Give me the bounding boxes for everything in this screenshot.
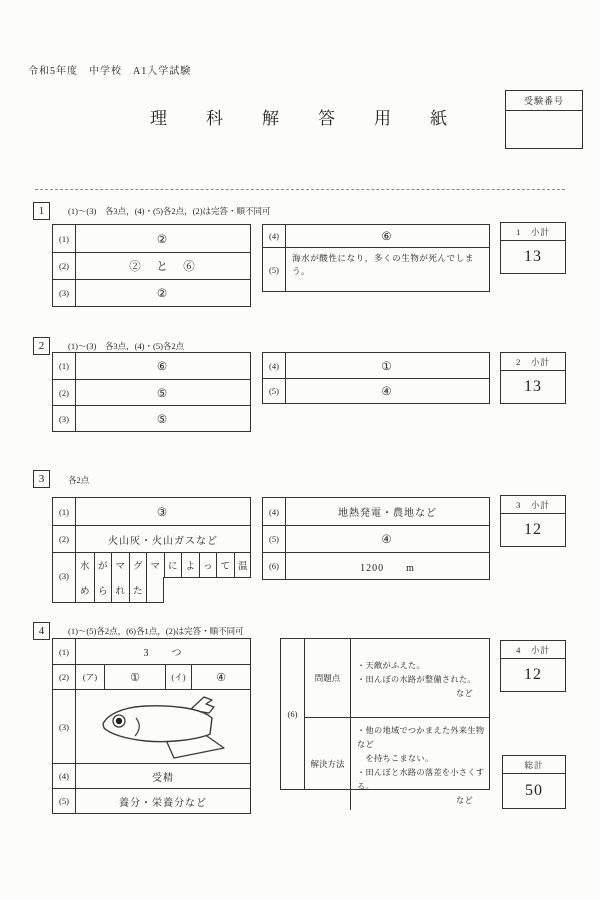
section2-scoring-note: (1)～(3) 各3点，(4)・(5)各2点 xyxy=(68,341,185,351)
solution-label: 解決方法 xyxy=(305,718,351,810)
section3-right-table xyxy=(262,497,490,580)
table-row xyxy=(263,353,489,378)
table-row xyxy=(263,552,489,579)
answer-cell: ④ xyxy=(381,386,394,398)
section2-left-table xyxy=(52,352,251,432)
grid-cells xyxy=(76,577,164,602)
section3-number: 3 xyxy=(33,470,50,488)
subtotal-label: 1 小計 xyxy=(501,223,565,241)
row-label: (5) xyxy=(263,379,286,403)
section4-scoring-note: (1)～(5)各2点，(6)各1点，(2)は完答・順不同可 xyxy=(68,626,244,636)
table-row xyxy=(53,353,250,379)
section2-number: 2 xyxy=(33,337,50,355)
section4-number: 4 xyxy=(33,622,50,640)
answer-cell: ② xyxy=(156,288,170,300)
examinee-number-box xyxy=(505,90,583,149)
table-row xyxy=(53,788,250,813)
etc-note: など xyxy=(456,795,473,805)
grid-char-cell: た xyxy=(129,577,147,602)
table-row xyxy=(53,664,250,689)
row-label: (3) xyxy=(53,690,76,763)
answer-cell: 3 つ xyxy=(143,648,183,659)
answer-cell: ① xyxy=(381,360,394,373)
grid-char-cell: マ xyxy=(111,553,129,577)
answer-cell: 火山灰・火山ガスなど xyxy=(108,535,218,547)
table-row xyxy=(53,498,250,525)
problem-row xyxy=(305,639,489,717)
answer-cell: ④ xyxy=(191,665,250,689)
grid-char-cell: っ xyxy=(199,553,217,577)
answer-cell: ② xyxy=(156,233,170,246)
grand-total-label: 総計 xyxy=(503,756,565,774)
table-row xyxy=(263,498,489,525)
grid-char-cell: が xyxy=(94,553,112,577)
row-label: (1) xyxy=(53,639,76,664)
answer-cell: 養分・栄養分など xyxy=(119,797,207,809)
medaka-fish-drawing xyxy=(98,694,228,760)
subtotal-label: 3 小計 xyxy=(501,496,565,514)
grid-char-cell: め xyxy=(79,586,90,597)
problem-line: ・田んぼの水路が整備された。 xyxy=(357,675,476,685)
section2-subtotal-box xyxy=(500,352,566,404)
answer-cell: ① xyxy=(104,665,165,689)
answer-cell: ⑤ xyxy=(156,413,170,426)
row-label: (1) xyxy=(53,353,76,379)
grand-total-box xyxy=(502,755,566,809)
table-row xyxy=(53,225,250,252)
section1-number: 1 xyxy=(33,202,50,220)
section4-subtotal-box xyxy=(500,640,566,692)
page-title: 理 科 解 答 用 紙 xyxy=(150,109,458,128)
table-row xyxy=(263,378,489,403)
problem-content xyxy=(351,639,489,717)
row-label: (4) xyxy=(53,764,76,788)
row-label: (3) xyxy=(53,280,76,306)
section4-right-table xyxy=(280,638,490,805)
row-label: (1) xyxy=(53,498,76,525)
solution-line: を持ちこまない。 xyxy=(357,753,434,763)
section3-left-table xyxy=(52,497,251,578)
grid-char-cell: よ xyxy=(181,553,199,577)
subtotal-value: 12 xyxy=(524,666,542,683)
answer-cell: ⑥ xyxy=(381,231,394,243)
exam-year-line: 令和5年度 中学校 A1入学試験 xyxy=(28,66,192,77)
row-label: (2) xyxy=(53,253,76,279)
table-row xyxy=(53,405,250,431)
answer-cell: ③ xyxy=(156,506,170,519)
answer-cell: ② と ⑥ xyxy=(129,261,197,273)
section4-left-table xyxy=(52,638,251,814)
examinee-number-label: 受験番号 xyxy=(506,91,582,111)
row-label: (6) xyxy=(281,639,305,789)
separator-dashed-line xyxy=(35,189,565,190)
table-row xyxy=(53,763,250,788)
grand-total-value: 50 xyxy=(525,782,543,799)
answer-cell: ⑤ xyxy=(156,387,170,400)
table-row xyxy=(53,252,250,279)
problem-line: ・天敵がふえた。 xyxy=(357,661,425,671)
writing-grid-row-1 xyxy=(53,552,250,577)
table-row xyxy=(53,639,250,664)
row-label: (5) xyxy=(263,248,286,291)
answer-cell xyxy=(76,690,250,763)
table-row xyxy=(53,689,250,763)
grid-char-cell: に xyxy=(164,553,182,577)
grid-char-cell: れ xyxy=(111,577,129,602)
section1-right-table xyxy=(262,224,490,292)
table-row xyxy=(263,525,489,552)
answer-cell: 1200 m xyxy=(360,562,415,574)
section1-scoring-note: (1)～(3) 各3点，(4)・(5)各2点，(2)は完答・順不同可 xyxy=(68,206,271,216)
row-label: (6) xyxy=(263,553,286,579)
row-label: (4) xyxy=(263,498,286,525)
row-label: (1) xyxy=(53,225,76,252)
solution-content xyxy=(351,718,489,810)
row-label: (4) xyxy=(263,225,286,247)
table-row xyxy=(53,379,250,405)
sub-label-cell: (イ) xyxy=(165,665,191,689)
section2-right-table xyxy=(262,352,490,404)
subtotal-label: 2 小計 xyxy=(501,353,565,371)
grid-char-cell: 水 xyxy=(79,562,90,572)
row-label: (5) xyxy=(263,526,286,552)
table-row xyxy=(53,279,250,306)
row-label: (2) xyxy=(53,380,76,405)
subtotal-value: 13 xyxy=(524,248,542,265)
answer-cell: ⑥ xyxy=(156,361,170,373)
grid-char-cell: て xyxy=(216,553,234,577)
answer-cell: ④ xyxy=(381,534,394,546)
grid-cells xyxy=(76,553,251,577)
section3-subtotal-box xyxy=(500,495,566,547)
table-row xyxy=(263,225,489,247)
subtotal-label: 4 小計 xyxy=(501,641,565,659)
section1-left-table xyxy=(52,224,251,307)
row-label: (3) xyxy=(53,406,76,431)
grid-char-cell: 温 xyxy=(234,553,252,577)
solution-line: ・他の地域でつかまえた外来生物など xyxy=(357,726,485,749)
grid-char-cell xyxy=(146,577,164,602)
answer-cell: 受精 xyxy=(152,772,174,784)
table-row xyxy=(53,525,250,552)
subtotal-value: 12 xyxy=(524,521,542,538)
row-label: (5) xyxy=(53,789,76,813)
grid-char-cell: グ xyxy=(129,553,147,577)
row-label: (3) xyxy=(59,571,69,581)
solution-row xyxy=(305,717,489,810)
section3-scoring-note: 各2点 xyxy=(68,475,90,485)
grid-char-cell: マ xyxy=(146,553,164,577)
q6-rows xyxy=(305,639,489,805)
table-row xyxy=(263,247,489,291)
answer-cell: 海水が酸性になり，多くの生物が死んでしまう。 xyxy=(292,253,474,276)
subtotal-value: 13 xyxy=(524,378,542,395)
row-label: (2) xyxy=(53,526,76,552)
section1-subtotal-box xyxy=(500,222,566,274)
etc-note: など xyxy=(456,688,473,698)
solution-line: ・田んぼと水路の落差を小さくする。 xyxy=(357,767,485,791)
problem-label: 問題点 xyxy=(305,639,351,717)
row-label: (4) xyxy=(263,353,286,378)
answer-cell: 地熱発電・農地など xyxy=(338,508,437,519)
row-label: (2) xyxy=(53,665,76,689)
grid-char-cell: ら xyxy=(94,577,112,602)
sub-label-cell: (ア) xyxy=(82,672,98,682)
